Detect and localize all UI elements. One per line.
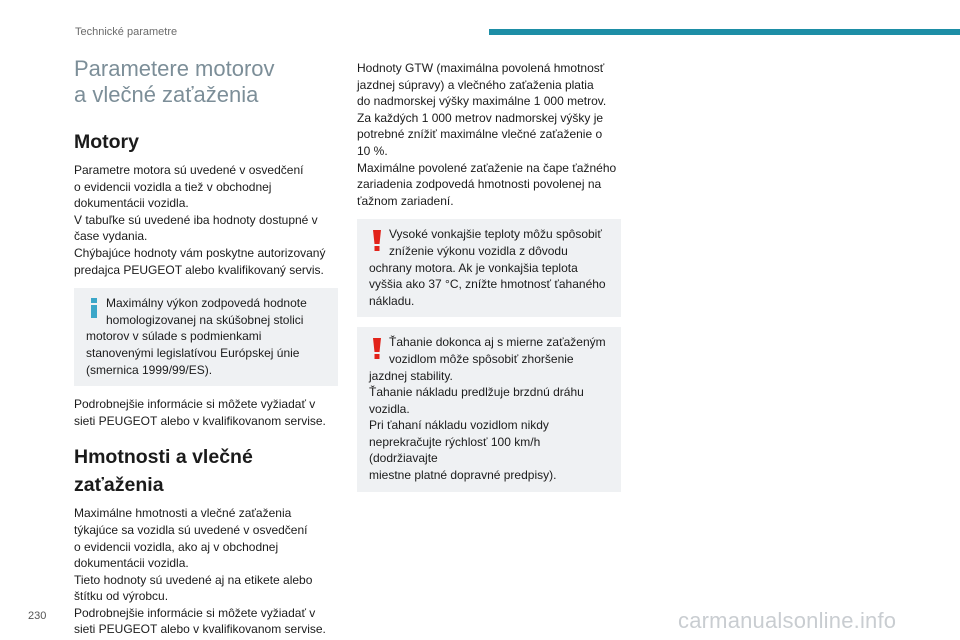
text-line: Parametre motora sú uvedené v osvedčení xyxy=(74,163,304,177)
note-line: ochrany motora. Ak je vonkajšia teplota xyxy=(369,260,578,275)
text-line: štítku od výrobcu. xyxy=(74,589,169,604)
note-line: vyššia ako 37 °C, znížte hmotnosť ťahaného xyxy=(369,277,606,292)
text-line: zariadenia zodpovedá hmotnosti povolenej na xyxy=(357,177,602,192)
note-line: motorov v súlade s podmienkami xyxy=(86,329,262,344)
note-line: Maximálny výkon zodpovedá hodnote xyxy=(106,296,307,311)
text-line: Hodnoty GTW (maximálna povolená hmotnosť xyxy=(357,61,605,75)
text-line: týkajúce sa vozidla sú uvedené v osvedčení xyxy=(74,522,308,537)
note-line: vozidla. xyxy=(369,401,410,416)
text-line: Za každých 1 000 metrov nadmorskej výšky je xyxy=(357,110,604,125)
right-column xyxy=(357,60,621,502)
text-line: ťažnom zariadení. xyxy=(357,193,454,208)
header-accent-bar xyxy=(489,29,960,35)
note-line: nákladu. xyxy=(369,293,415,308)
page-title-line: a vlečné zaťaženia xyxy=(74,82,259,107)
heading-motory: Motory xyxy=(74,131,139,153)
note-line: miestne platné dopravné predpisy). xyxy=(369,468,557,483)
note-line: Ťahanie nákladu predlžuje brzdnú dráhu xyxy=(369,385,584,400)
page-title-line: Parametere motorov xyxy=(74,56,275,81)
gtw-paragraph xyxy=(357,60,621,209)
text-line: o evidencii vozidla a tiež v obchodnej xyxy=(74,179,272,194)
text-line: Chýbajúce hodnoty vám poskytne autorizovaný xyxy=(74,245,326,260)
text-line: 10 %. xyxy=(357,143,388,158)
text-line: do nadmorskej výšky maximálne 1 000 metrov. xyxy=(357,94,607,109)
text-line: dokumentácii vozidla. xyxy=(74,556,189,571)
left-column xyxy=(74,56,338,638)
warning-note-temperature xyxy=(357,219,621,317)
hmotnosti-paragraph xyxy=(74,505,338,638)
text-line: dokumentácii vozidla. xyxy=(74,196,189,211)
info-note xyxy=(74,288,338,386)
motory-paragraph xyxy=(74,162,338,278)
heading-line: Hmotnosti a vlečné xyxy=(74,446,253,469)
text-line: sieti PEUGEOT alebo v kvalifikovanom servise. xyxy=(74,413,326,428)
text-line: čase vydania. xyxy=(74,229,148,244)
note-line: stanovenými legislatívou Európskej únie xyxy=(86,345,300,360)
note-line: zníženie výkonu vozidla z dôvodu xyxy=(389,243,568,258)
warning-icon xyxy=(370,338,384,360)
heading-line: zaťaženia xyxy=(74,474,164,497)
text-line: V tabuľke sú uvedené iba hodnoty dostupné v xyxy=(74,212,318,227)
more-info-paragraph xyxy=(74,396,338,429)
text-line: predajca PEUGEOT alebo kvalifikovaný servis. xyxy=(74,262,324,277)
note-line: Vysoké vonkajšie teploty môžu spôsobiť xyxy=(389,227,602,242)
note-line: homologizovanej na skúšobnej stolici xyxy=(106,312,304,327)
text-line: jazdnej súpravy) a vlečného zaťaženia platia xyxy=(357,77,594,92)
warning-icon xyxy=(370,230,384,252)
text-line: potrebné znížiť maximálne vlečné zaťaženie o xyxy=(357,127,603,142)
text-line: Podrobnejšie informácie si môžete vyžiadať v xyxy=(74,605,316,620)
text-line: o evidencii vozidla, ako aj v obchodnej xyxy=(74,539,279,554)
note-line: Pri ťahaní nákladu vozidlom nikdy xyxy=(369,418,549,433)
note-line: Ťahanie dokonca aj s mierne zaťaženým xyxy=(389,335,606,350)
heading-hmotnosti xyxy=(74,443,338,499)
page-number: 230 xyxy=(28,610,47,622)
note-line: neprekračujte rýchlosť 100 km/h (dodržiavajte xyxy=(369,434,541,466)
text-line: Maximálne povolené zaťaženie na čape ťažného xyxy=(357,160,617,175)
note-line: (smernica 1999/99/ES). xyxy=(86,362,213,377)
text-line: sieti PEUGEOT alebo v kvalifikovanom servise. xyxy=(74,622,326,637)
page-title xyxy=(74,56,338,108)
note-line: jazdnej stability. xyxy=(369,368,453,383)
warning-note-towing xyxy=(357,327,621,491)
running-header: Technické parametre xyxy=(75,26,178,38)
text-line: Maximálne hmotnosti a vlečné zaťaženia xyxy=(74,506,292,521)
info-icon xyxy=(87,298,101,318)
note-line: vozidlom môže spôsobiť zhoršenie xyxy=(389,351,574,366)
text-line: Podrobnejšie informácie si môžete vyžiadať v xyxy=(74,397,316,412)
text-line: Tieto hodnoty sú uvedené aj na etikete alebo xyxy=(74,572,313,587)
watermark: carmanualsonline.info xyxy=(678,608,897,633)
